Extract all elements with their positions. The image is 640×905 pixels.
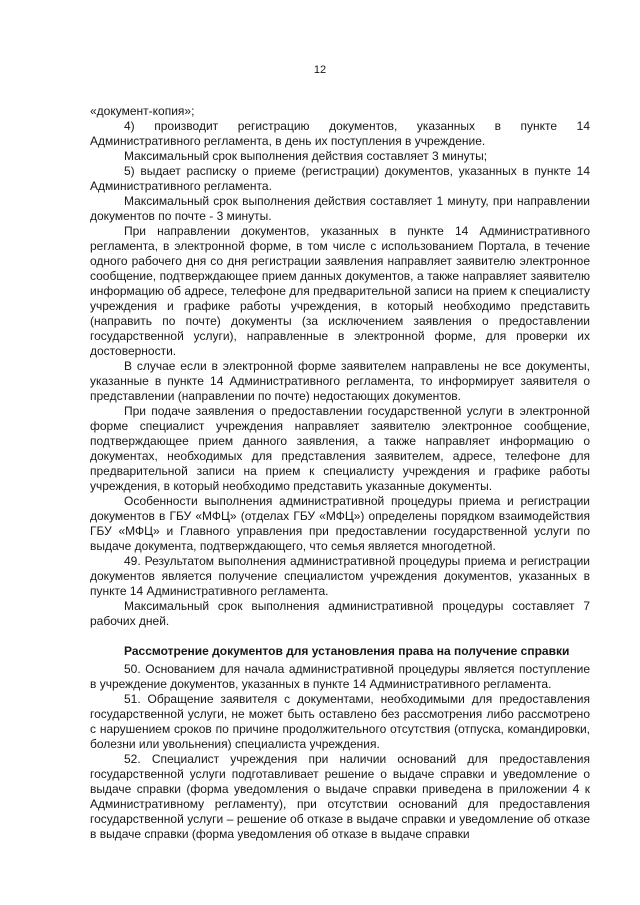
paragraph-item-4: 4) производит регистрацию документов, указанных в пункте 14 Административного регламента, в день их поступления в учреждение.: [90, 119, 590, 148]
section-gap: [90, 629, 590, 644]
paragraph-49: 49. Результатом выполнения административной процедуры приема и регистрации документов является получение специалистом учреждения документов, указанных в пункте 14 Административного регламента.: [90, 554, 590, 598]
paragraph-max-time-1min: Максимальный срок выполнения действия составляет 1 минуту, при направлении документов по почте - 3 минуты.: [90, 194, 590, 223]
paragraph-item-5: 5) выдает расписку о приеме (регистрации) документов, указанных в пункте 14 Административного регламента.: [90, 164, 590, 193]
paragraph-doc-copy: «документ-копия»;: [90, 104, 195, 118]
paragraph-max-time-7days: Максимальный срок выполнения административной процедуры составляет 7 рабочих дней.: [90, 599, 590, 628]
paragraph-51: 51. Обращение заявителя с документами, необходимыми для предоставления государственной услуги, не может быть оставлено без рассмотрения либо рассмотрено с нарушением сроков по причине продолжительного отсутствия (отпуска, командировки, болезни или увольнения) специалиста учреждения.: [90, 692, 590, 751]
paragraph-max-time-3min: Максимальный срок выполнения действия составляет 3 минуты;: [124, 149, 488, 163]
paragraph-50: 50. Основанием для начала административной процедуры является поступление в учреждение документов, указанных в пункте 14 Административного регламента.: [90, 662, 590, 691]
section-heading: Рассмотрение документов для установления права на получение справки: [124, 644, 570, 658]
paragraph-incomplete-documents: В случае если в электронной форме заявителем направлены не все документы, указанные в пункте 14 Административного регламента, то информирует заявителя о представлении (направлении по почте) недостающих документов.: [90, 359, 590, 403]
paragraph-electronic-application: При подаче заявления о предоставлении государственной услуги в электронной форме специалист учреждения направляет заявителю электронное сообщение, подтверждающее прием данного заявления, а также направляет информацию о документах, необходимых для представления заявителем, адресе, телефоне для предварительной записи на прием к специалисту учреждения и графике работы учреждения, в который необходимо представить указанные документы.: [90, 404, 590, 493]
page-number: 12: [313, 64, 327, 76]
paragraph-electronic-documents: При направлении документов, указанных в пункте 14 Административного регламента, в электронной форме, в том числе с использованием Портала, в течение одного рабочего дня со дня регистрации заявления направляет заявителю электронное сообщение, подтверждающее прием данных документов, а также направляет заявителю информацию об адресе, телефоне для предварительной записи на прием к специалисту учреждения и графике работы учреждения, в который необходимо представить (направить по почте) документы (за исключением заявления о предоставлении государственной услуги), направленные в электронной форме, для проверки их достоверности.: [90, 224, 590, 358]
paragraph-mfc-features: Особенности выполнения административной процедуры приема и регистрации документов в ГБУ «МФЦ» (отделах ГБУ «МФЦ») определены порядком взаимодействия ГБУ «МФЦ» и Главного управления при предоставлении государственной услуги по выдаче документа, подтверждающего, что семья является многодетной.: [90, 494, 590, 553]
paragraph-52: 52. Специалист учреждения при наличии оснований для предоставления государственной услуги подготавливает решение о выдаче справки и уведомление о выдаче справки (форма уведомления о выдаче справки приведена в приложении 4 к Административному регламенту), при отсутствии оснований для предоставления государственной услуги – решение об отказе в выдаче справки и уведомление об отказе в выдаче справки (форма уведомления об отказе в выдаче справки: [90, 752, 590, 841]
